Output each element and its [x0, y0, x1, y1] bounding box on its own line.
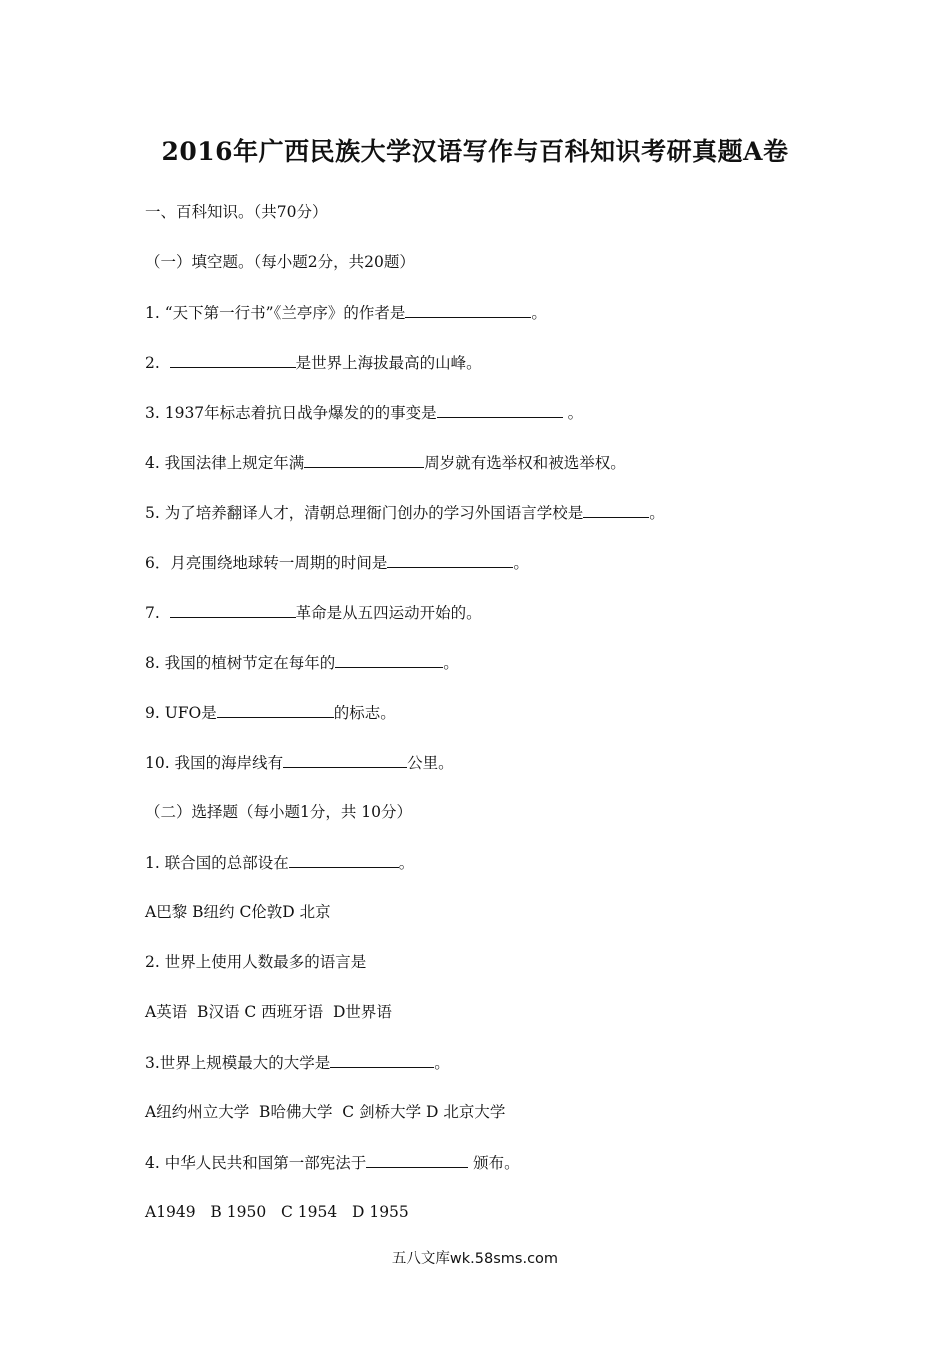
- answer-blank: [283, 752, 407, 768]
- fill-blank-heading: （一）填空题。（每小题2分，共20题）: [145, 253, 415, 271]
- answer-blank: [405, 302, 531, 318]
- document-title: 2016年广西民族大学汉语写作与百科知识考研真题A卷: [161, 137, 789, 166]
- fill-question-4: 4. 我国法律上规定年满 周岁就有选举权和被选举权。: [145, 454, 626, 472]
- answer-blank: [170, 602, 296, 618]
- multiple-choice-heading: （二）选择题（每小题1分，共 10分）: [145, 803, 413, 821]
- answer-blank: [583, 502, 649, 518]
- choice-options-3: A纽约州立大学 B哈佛大学 C 剑桥大学 D 北京大学: [145, 1103, 506, 1121]
- answer-blank: [289, 852, 399, 868]
- choice-options-1: A巴黎 B纽约 C伦敦D 北京: [145, 903, 331, 921]
- fill-question-9: 9. UFO是 的标志。: [145, 704, 396, 722]
- answer-blank: [304, 452, 424, 468]
- fill-question-5: 5. 为了培养翻译人才，清朝总理衙门创办的学习外国语言学校是 。: [145, 504, 665, 522]
- answer-blank: [387, 552, 513, 568]
- footer-watermark: 五八文库wk.58sms.com: [391, 1251, 559, 1267]
- fill-question-3: 3. 1937年标志着抗日战争爆发的的事变是 。: [145, 404, 584, 422]
- answer-blank: [437, 402, 563, 418]
- choice-question-4: 4. 中华人民共和国第一部宪法于 颁布。: [145, 1154, 520, 1172]
- fill-question-2: 2. 是世界上海拔最高的山峰。: [145, 354, 482, 372]
- answer-blank: [217, 702, 334, 718]
- answer-blank: [366, 1152, 468, 1168]
- section-heading-encyclopedia: 一、百科知识。（共70分）: [145, 203, 328, 221]
- choice-question-1: 1. 联合国的总部设在 。: [145, 854, 415, 872]
- choice-options-4: A1949 B 1950 C 1954 D 1955: [145, 1203, 409, 1221]
- choice-options-2: A英语 B汉语 C 西班牙语 D世界语: [145, 1003, 392, 1021]
- choice-question-3: 3.世界上规模最大的大学是 。: [145, 1054, 450, 1072]
- choice-question-2: 2. 世界上使用人数最多的语言是: [145, 953, 367, 971]
- answer-blank: [335, 652, 443, 668]
- fill-question-1: 1. “天下第一行书”《兰亭序》的作者是 。: [145, 304, 547, 322]
- answer-blank: [330, 1052, 434, 1068]
- fill-question-7: 7. 革命是从五四运动开始的。: [145, 604, 482, 622]
- fill-question-6: 6．月亮围绕地球转一周期的时间是 。: [145, 554, 529, 572]
- answer-blank: [170, 352, 296, 368]
- fill-question-8: 8. 我国的植树节定在每年的 。: [145, 654, 459, 672]
- fill-question-10: 10. 我国的海岸线有 公里。: [145, 754, 454, 772]
